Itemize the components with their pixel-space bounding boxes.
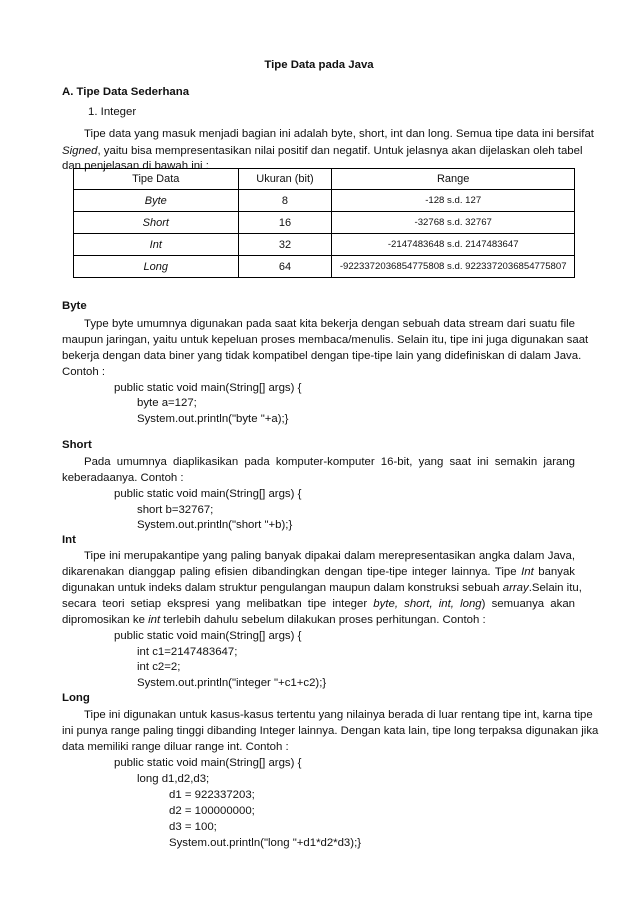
code-line: long d1,d2,d3; — [137, 773, 210, 785]
table-row — [74, 234, 575, 256]
heading-int: Int — [62, 534, 76, 546]
table-cell-range: -128 s.d. 127 — [332, 190, 575, 212]
short-line: keberadaanya. Contoh : — [62, 472, 184, 484]
long-line: data memiliki range diluar range int. Contoh : — [62, 741, 289, 753]
code-line: System.out.println("short "+b);} — [137, 519, 293, 531]
int-line: Tipe ini merupakantipe yang paling banyak dipakai dalam merepresentasikan angka dalam Java, — [84, 550, 575, 562]
table-row — [74, 190, 575, 212]
table-cell-type: Int — [74, 234, 239, 256]
code-line: System.out.println("byte "+a);} — [137, 413, 289, 425]
table-cell-type: Long — [74, 256, 239, 278]
int-line: dikarenakan dianggap paling efisien dibandingkan dengan tipe-tipe integer lainnya. Tipe Int banyak — [62, 566, 575, 578]
long-line: Tipe ini digunakan untuk kasus-kasus tertentu yang nilainya berada di luar rentang tipe int, karna tipe — [84, 709, 593, 721]
heading-long: Long — [62, 692, 90, 704]
int-line: secara teori setiap ekspresi yang melibatkan tipe integer byte, short, int, long) semuanya akan — [62, 598, 575, 610]
intro-line: Tipe data yang masuk menjadi bagian ini adalah byte, short, int dan long. Semua tipe data ini bersifat — [84, 128, 594, 140]
code-line: public static void main(String[] args) { — [114, 488, 302, 500]
table-cell-size: 16 — [238, 212, 332, 234]
int-line: digunakan untuk indeks dalam struktur pengulangan maupun dalam konstruksi sebuah array.Selain itu, — [62, 582, 582, 594]
code-line: public static void main(String[] args) { — [114, 382, 302, 394]
code-line: d1 = 922337203; — [169, 789, 255, 801]
table-cell-size: 8 — [238, 190, 332, 212]
intro-line: Signed, yaitu bisa mempresentasikan nilai positif dan negatif. Untuk jelasnya akan dijelaskan oleh tabel — [62, 145, 583, 157]
intro-line: dan penjelasan di bawah ini : — [62, 160, 209, 172]
code-line: public static void main(String[] args) { — [114, 630, 302, 642]
table-header-row — [74, 169, 575, 190]
long-line: ini punya range paling tinggi dibanding Integer lainnya. Dengan kata lain, tipe long terpaksa digunakan jika — [62, 725, 599, 737]
heading-short: Short — [62, 439, 92, 451]
table-cell-type: Short — [74, 212, 239, 234]
data-type-table — [73, 168, 575, 278]
byte-line: bekerja dengan data biner yang tidak kompatibel dengan tipe-tipe lain yang didefiniskan di dalam Java. — [62, 350, 582, 362]
table-cell-range: -32768 s.d. 32767 — [332, 212, 575, 234]
code-line: System.out.println("long "+d1*d2*d3);} — [169, 837, 362, 849]
byte-line: Type byte umumnya digunakan pada saat kita bekerja dengan sebuah data stream dari suatu file — [84, 318, 575, 330]
table-row — [74, 212, 575, 234]
code-line: d2 = 100000000; — [169, 805, 255, 817]
section-heading-a: A. Tipe Data Sederhana — [62, 86, 190, 98]
table-cell-size: 64 — [238, 256, 332, 278]
table-row — [74, 256, 575, 278]
table-cell-size: 32 — [238, 234, 332, 256]
subsection-heading-integer: 1. Integer — [88, 106, 137, 118]
table-cell-range: -2147483648 s.d. 2147483647 — [332, 234, 575, 256]
page-title: Tipe Data pada Java — [264, 59, 374, 71]
table-cell-range: -9223372036854775808 s.d. 9223372036854775807 — [332, 256, 575, 278]
table-header-cell: Range — [332, 169, 575, 190]
code-line: System.out.println("integer "+c1+c2);} — [137, 677, 327, 689]
code-line: short b=32767; — [137, 504, 214, 516]
table-header-cell: Ukuran (bit) — [238, 169, 332, 190]
int-line: dipromosikan ke int terlebih dahulu sebelum dilakukan proses perhitungan. Contoh : — [62, 614, 486, 626]
code-line: public static void main(String[] args) { — [114, 757, 302, 769]
table-header-cell: Tipe Data — [74, 169, 239, 190]
byte-line: maupun jaringan, yaitu untuk kepeluan proses membaca/menulis. Selain itu, tipe ini juga digunakan saat — [62, 334, 589, 346]
heading-byte: Byte — [62, 300, 87, 312]
short-line: Pada umumnya diaplikasikan pada komputer-komputer 16-bit, yang saat ini semakin jarang — [84, 456, 575, 468]
table-cell-type: Byte — [74, 190, 239, 212]
code-line: d3 = 100; — [169, 821, 217, 833]
code-line: int c1=2147483647; — [137, 646, 238, 658]
code-line: int c2=2; — [137, 661, 181, 673]
code-line: byte a=127; — [137, 397, 197, 409]
byte-line: Contoh : — [62, 366, 106, 378]
